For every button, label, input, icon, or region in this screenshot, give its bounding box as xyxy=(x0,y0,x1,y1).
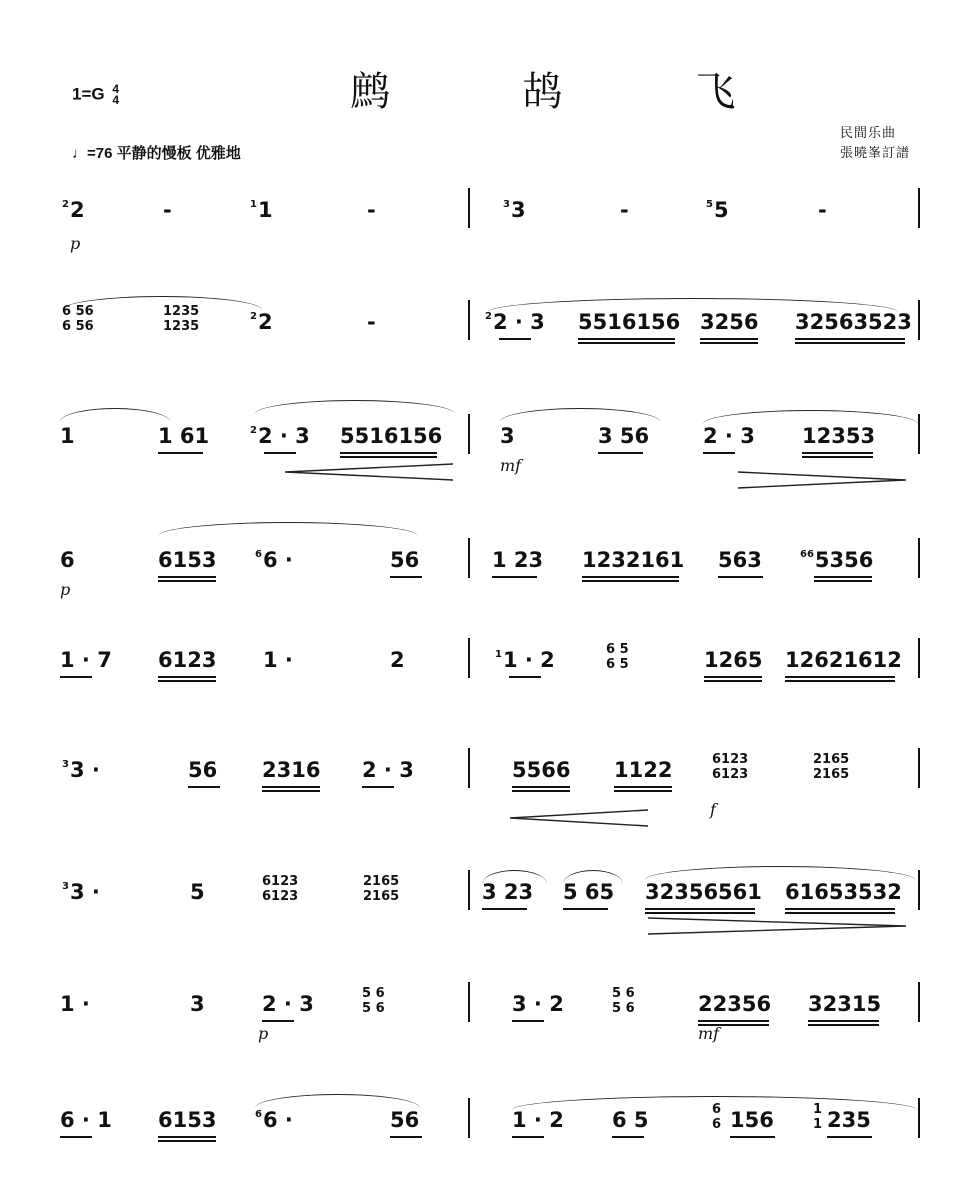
chord-bottom: 5 6 xyxy=(612,1001,635,1016)
note-group xyxy=(367,198,376,222)
note-text: 1 · 7 xyxy=(60,648,112,672)
note-text: 2 · 3 xyxy=(362,758,414,782)
note-group xyxy=(703,424,755,448)
note-group xyxy=(263,648,293,672)
note-text: 1265 xyxy=(704,648,763,672)
note-text: 1 · xyxy=(60,992,90,1016)
dynamic-marking: f xyxy=(710,800,716,819)
note-text: 5 xyxy=(713,198,729,222)
beam-line xyxy=(262,790,320,792)
note-group xyxy=(158,548,216,572)
beam-line xyxy=(704,676,762,678)
note-text: 3 · xyxy=(69,758,100,782)
note-group xyxy=(390,648,405,672)
note-group xyxy=(158,648,216,672)
slur xyxy=(703,410,918,425)
barline xyxy=(468,188,470,228)
beam-line xyxy=(512,790,570,792)
note-group xyxy=(60,1108,112,1132)
note-text: 2316 xyxy=(262,758,321,782)
chord-bottom: 5 6 xyxy=(362,1001,385,1016)
note-text: 1122 xyxy=(614,758,673,782)
beam-line xyxy=(158,1140,216,1142)
note-group xyxy=(390,548,419,572)
grace-note: 3 xyxy=(62,881,69,892)
note-text: 1 xyxy=(60,424,75,448)
beam-line xyxy=(512,786,570,788)
chord-top: 2165 xyxy=(363,874,400,889)
slur xyxy=(482,870,547,885)
note-group xyxy=(158,1108,216,1132)
beam-line xyxy=(563,908,608,910)
beam-line xyxy=(645,908,755,910)
note-group xyxy=(250,310,273,334)
beam-line xyxy=(700,338,758,340)
note-text: 563 xyxy=(718,548,762,572)
note-group xyxy=(190,992,205,1016)
barline xyxy=(468,748,470,788)
note-group xyxy=(60,992,90,1016)
note-text: 5516156 xyxy=(340,424,443,448)
note-text: 6 · xyxy=(262,548,293,572)
note-group xyxy=(802,424,875,448)
beam-line xyxy=(698,1020,769,1022)
beam-line xyxy=(509,676,541,678)
beam-line xyxy=(598,452,643,454)
chord-stack xyxy=(262,874,298,904)
slur xyxy=(563,870,623,885)
beam-line xyxy=(700,342,758,344)
beam-line xyxy=(340,456,437,458)
note-group xyxy=(730,1108,774,1132)
beam-line xyxy=(158,576,216,578)
time-bottom: 4 xyxy=(112,93,120,107)
note-text: 6153 xyxy=(158,548,217,572)
chord-stack xyxy=(363,874,399,904)
beam-line xyxy=(482,908,527,910)
note-text: 235 xyxy=(827,1108,871,1132)
grace-note: 2 xyxy=(485,311,492,322)
note-group xyxy=(700,310,758,334)
note-group xyxy=(390,1108,419,1132)
note-text: 2 xyxy=(69,198,85,222)
decrescendo-hairpin xyxy=(648,916,908,936)
chord-bottom: 6123 xyxy=(712,767,749,782)
note-text: 6 xyxy=(60,548,75,572)
slur xyxy=(158,522,418,537)
note-text: 1232161 xyxy=(582,548,685,572)
note-text: - xyxy=(818,198,827,222)
chord-top: 2165 xyxy=(813,752,850,767)
chord-top: 5 6 xyxy=(362,986,385,1001)
key-signature xyxy=(72,84,119,106)
note-text: 6 5 xyxy=(612,1108,649,1132)
grace-note: 2 xyxy=(62,199,69,210)
chord-top: 6 56 xyxy=(62,304,94,319)
note-text: 6 · 1 xyxy=(60,1108,112,1132)
beam-line xyxy=(188,786,220,788)
grace-note: 1 xyxy=(250,199,257,210)
barline xyxy=(468,414,470,454)
chord-top: 1235 xyxy=(163,304,200,319)
beam-line xyxy=(814,576,872,578)
chord-bottom: 2165 xyxy=(813,767,850,782)
beam-line xyxy=(512,1136,544,1138)
grace-note: 66 xyxy=(800,549,814,560)
note-text: 6153 xyxy=(158,1108,217,1132)
chord-bottom: 6 xyxy=(712,1117,722,1132)
note-text: 56 xyxy=(390,1108,420,1132)
tempo-marking: ♩=76 平静的慢板 优雅地 xyxy=(72,145,241,162)
time-signature xyxy=(112,84,119,106)
beam-line xyxy=(158,452,203,454)
beam-line xyxy=(703,452,735,454)
note-text: 5516156 xyxy=(578,310,681,334)
score-title: 鹧 鸪 飞 xyxy=(350,69,796,115)
note-group xyxy=(795,310,912,334)
note-text: 3 xyxy=(500,424,515,448)
chord-bottom: 1235 xyxy=(163,319,200,334)
note-group xyxy=(582,548,684,572)
chord-bottom: 2165 xyxy=(363,889,400,904)
note-text: 1 · 2 xyxy=(502,648,555,672)
grace-note: 1 xyxy=(495,649,502,660)
barline xyxy=(468,982,470,1022)
note-text: 6 · xyxy=(262,1108,293,1132)
credit-origin: 民間乐曲 xyxy=(840,126,897,141)
chord-top: 6 5 xyxy=(606,642,629,657)
dynamic-marking: mf xyxy=(698,1024,720,1043)
chord-stack xyxy=(813,752,849,782)
note-group xyxy=(188,758,217,782)
note-group xyxy=(255,548,293,572)
note-group xyxy=(262,758,320,782)
note-text: 5 xyxy=(190,880,205,904)
beam-line xyxy=(158,1136,216,1138)
note-group xyxy=(362,758,414,782)
chord-stack xyxy=(606,642,629,672)
beam-line xyxy=(582,576,679,578)
note-text: - xyxy=(163,198,172,222)
slur xyxy=(500,408,660,423)
beam-line xyxy=(582,580,679,582)
note-group xyxy=(503,198,526,222)
beam-line xyxy=(499,338,531,340)
barline xyxy=(468,538,470,578)
barline xyxy=(468,1098,470,1138)
end-barline xyxy=(918,982,920,1022)
beam-line xyxy=(362,786,394,788)
note-text: 12353 xyxy=(802,424,876,448)
note-group xyxy=(578,310,680,334)
note-text: 32315 xyxy=(808,992,882,1016)
dynamic-marking: mf xyxy=(500,456,522,475)
note-text: 1 61 xyxy=(158,424,210,448)
dynamic-marking: p xyxy=(70,234,81,253)
grace-note: 2 xyxy=(250,425,257,436)
note-group xyxy=(60,424,75,448)
note-text: 6123 xyxy=(158,648,217,672)
chord-top: 6 xyxy=(712,1102,722,1117)
note-text: 3 xyxy=(190,992,205,1016)
note-group xyxy=(818,198,827,222)
note-text: 2 · 3 xyxy=(492,310,545,334)
note-text: 3 · 2 xyxy=(512,992,564,1016)
barline xyxy=(468,870,470,910)
note-text: 1 · 2 xyxy=(512,1108,564,1132)
note-group xyxy=(250,424,310,448)
note-group xyxy=(60,648,112,672)
note-group xyxy=(614,758,672,782)
slur xyxy=(255,1094,420,1109)
note-group xyxy=(620,198,629,222)
note-text: 56 xyxy=(390,548,420,572)
end-barline xyxy=(918,188,920,228)
end-barline xyxy=(918,300,920,340)
chord-stack xyxy=(362,986,385,1016)
beam-line xyxy=(785,676,895,678)
beam-line xyxy=(795,342,905,344)
note-group xyxy=(485,310,545,334)
note-group xyxy=(808,992,881,1016)
chord-top: 1 xyxy=(813,1102,823,1117)
note-text: - xyxy=(620,198,629,222)
beam-line xyxy=(785,912,895,914)
slur xyxy=(512,1096,917,1111)
note-group xyxy=(704,648,762,672)
note-group xyxy=(698,992,771,1016)
beam-line xyxy=(158,680,216,682)
beam-line xyxy=(340,452,437,454)
note-group xyxy=(163,198,172,222)
note-group xyxy=(800,548,873,572)
end-barline xyxy=(918,1098,920,1138)
note-text: 1 · xyxy=(263,648,293,672)
chord-bottom: 1 xyxy=(813,1117,823,1132)
beam-line xyxy=(645,912,755,914)
note-group xyxy=(718,548,762,572)
note-text: 32356561 xyxy=(645,880,762,904)
note-text: 56 xyxy=(188,758,218,782)
note-text: 5 65 xyxy=(563,880,615,904)
chord-top: 5 6 xyxy=(612,986,635,1001)
note-group xyxy=(495,648,555,672)
slur xyxy=(60,408,170,423)
beam-line xyxy=(60,676,92,678)
note-group xyxy=(612,1108,649,1132)
chord-stack xyxy=(712,752,748,782)
note-group xyxy=(512,758,570,782)
end-barline xyxy=(918,538,920,578)
beam-line xyxy=(578,338,675,340)
beam-line xyxy=(808,1024,879,1026)
chord-top: 6123 xyxy=(712,752,749,767)
note-group xyxy=(512,1108,564,1132)
beam-line xyxy=(262,1020,294,1022)
note-group xyxy=(62,758,100,782)
note-text: 2 · 3 xyxy=(262,992,314,1016)
note-text: 5356 xyxy=(814,548,874,572)
note-group xyxy=(367,310,376,334)
note-text: 2 · 3 xyxy=(703,424,755,448)
beam-line xyxy=(264,452,296,454)
beam-line xyxy=(802,452,873,454)
beam-line xyxy=(612,1136,644,1138)
note-text: 61653532 xyxy=(785,880,902,904)
end-barline xyxy=(918,414,920,454)
beam-line xyxy=(802,456,873,458)
note-group xyxy=(340,424,442,448)
note-text: 1 xyxy=(257,198,273,222)
note-text: - xyxy=(367,310,376,334)
dynamic-marking: p xyxy=(60,580,71,599)
chord-stack xyxy=(612,986,635,1016)
beam-line xyxy=(718,576,763,578)
note-text: 3 23 xyxy=(482,880,534,904)
note-group xyxy=(785,880,902,904)
note-group xyxy=(645,880,762,904)
beam-line xyxy=(795,338,905,340)
slur xyxy=(255,400,455,415)
crescendo-hairpin xyxy=(285,462,455,482)
note-text: 1 23 xyxy=(492,548,544,572)
beam-line xyxy=(614,786,672,788)
note-text: - xyxy=(367,198,376,222)
grace-note: 6 xyxy=(255,1109,262,1120)
note-group xyxy=(255,1108,293,1132)
beam-line xyxy=(785,908,895,910)
note-group xyxy=(60,548,75,572)
note-group xyxy=(262,992,314,1016)
slur xyxy=(62,296,262,311)
note-text: 2 xyxy=(257,310,273,334)
key-label: 1=G xyxy=(72,84,105,104)
beam-line xyxy=(390,1136,422,1138)
note-group xyxy=(512,992,564,1016)
beam-line xyxy=(262,786,320,788)
note-group xyxy=(492,548,543,572)
beam-line xyxy=(390,576,422,578)
note-text: 32563523 xyxy=(795,310,912,334)
end-barline xyxy=(918,748,920,788)
note-group xyxy=(785,648,902,672)
end-barline xyxy=(918,638,920,678)
note-group xyxy=(598,424,649,448)
barline xyxy=(468,300,470,340)
beam-line xyxy=(785,680,895,682)
end-barline xyxy=(918,870,920,910)
beam-line xyxy=(704,680,762,682)
note-group xyxy=(706,198,729,222)
note-text: 2 · 3 xyxy=(257,424,310,448)
beam-line xyxy=(827,1136,872,1138)
beam-line xyxy=(158,676,216,678)
note-group xyxy=(62,880,100,904)
grace-note: 6 xyxy=(255,549,262,560)
time-top: 4 xyxy=(112,82,120,96)
grace-note: 3 xyxy=(503,199,510,210)
note-group xyxy=(62,198,85,222)
note-group xyxy=(500,424,515,448)
note-text: 3 56 xyxy=(598,424,650,448)
note-text: 3256 xyxy=(700,310,759,334)
note-text: 5566 xyxy=(512,758,571,782)
slur xyxy=(488,298,898,313)
beam-line xyxy=(730,1136,775,1138)
decrescendo-hairpin xyxy=(738,470,908,490)
beam-line xyxy=(578,342,675,344)
note-text: 2 xyxy=(390,648,405,672)
note-group xyxy=(190,880,205,904)
slur xyxy=(645,866,915,881)
note-text: 3 xyxy=(510,198,526,222)
beam-line xyxy=(492,576,537,578)
note-group xyxy=(827,1108,871,1132)
note-text: 156 xyxy=(730,1108,774,1132)
chord-top: 6123 xyxy=(262,874,299,889)
chord-bottom: 6123 xyxy=(262,889,299,904)
grace-note: 2 xyxy=(250,311,257,322)
beam-line xyxy=(814,580,872,582)
note-text: 12621612 xyxy=(785,648,902,672)
grace-note: 5 xyxy=(706,199,713,210)
beam-line xyxy=(60,1136,92,1138)
crescendo-hairpin xyxy=(510,808,650,828)
beam-line xyxy=(512,1020,544,1022)
note-group xyxy=(250,198,273,222)
note-group xyxy=(158,424,209,448)
beam-line xyxy=(808,1020,879,1022)
barline xyxy=(468,638,470,678)
beam-line xyxy=(158,580,216,582)
grace-note: 3 xyxy=(62,759,69,770)
chord-bottom: 6 5 xyxy=(606,657,629,672)
note-text: 3 · xyxy=(69,880,100,904)
beam-line xyxy=(614,790,672,792)
dynamic-marking: p xyxy=(258,1024,269,1043)
chord-bottom: 6 56 xyxy=(62,319,94,334)
credit-arranger: 張曉峯訂譜 xyxy=(840,146,911,161)
note-text: 22356 xyxy=(698,992,772,1016)
